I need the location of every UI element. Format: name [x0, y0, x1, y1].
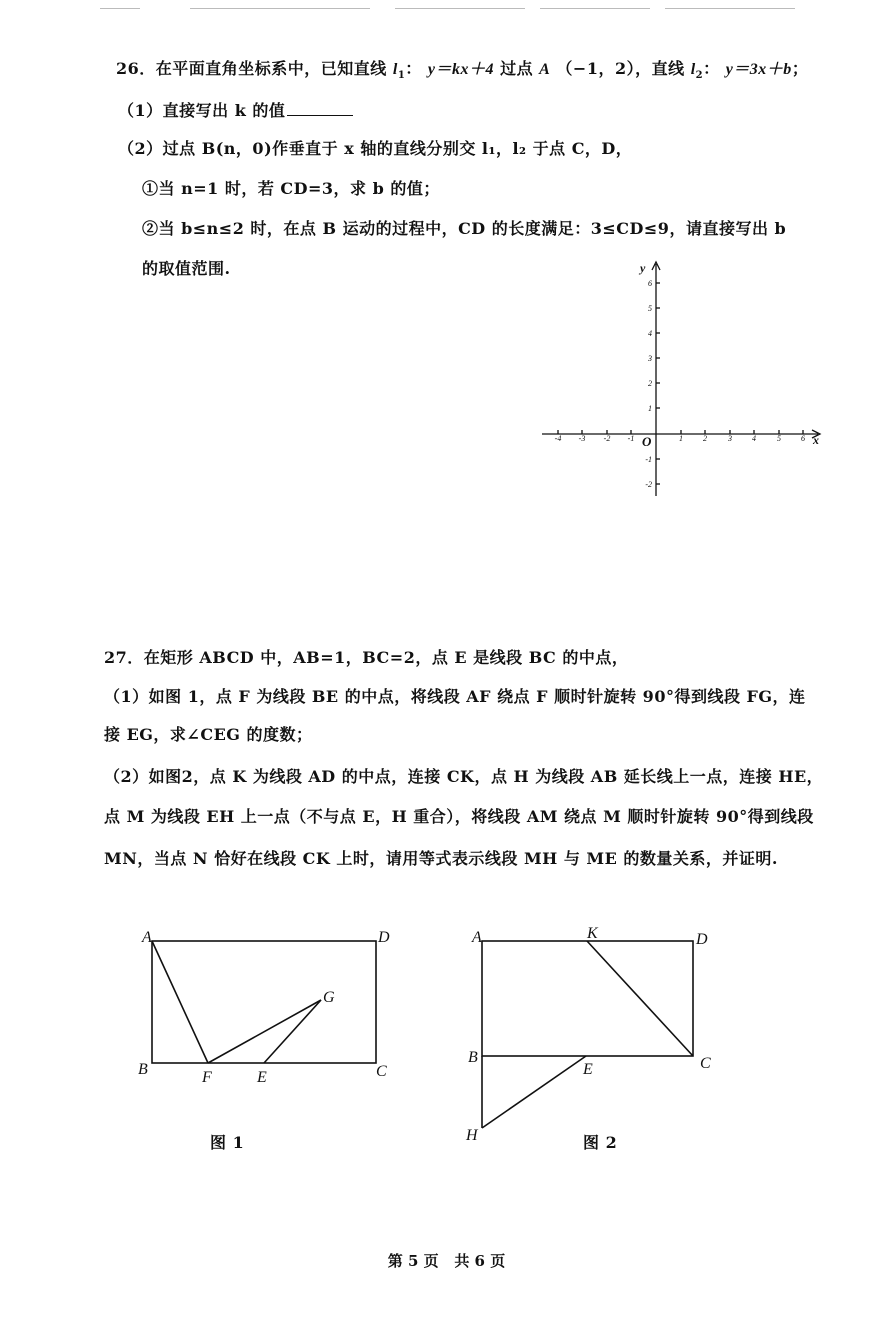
q26-text-b: 过点 [500, 59, 534, 78]
rectangle-abcd [482, 941, 693, 1056]
y-tick-label: 5 [648, 304, 652, 313]
y-tick-label: 4 [648, 329, 652, 338]
y-tick-label: -2 [645, 480, 652, 489]
q26-l1-sub: 1 [397, 70, 406, 82]
scan-line [100, 8, 140, 9]
page-footer: 第 5 页 共 6 页 [387, 1252, 506, 1270]
x-axis-label: x [813, 433, 819, 447]
q26-l2-sub: 2 [695, 70, 704, 82]
y-axis-label: y [640, 261, 646, 275]
segment-af [152, 941, 208, 1063]
q26-number: 26． [116, 59, 156, 78]
x-tick-label: 2 [703, 434, 707, 443]
q26-title [116, 56, 808, 81]
x-tick-label: 1 [679, 434, 683, 443]
y-tick-label: 1 [648, 404, 652, 413]
q26-l2: l [690, 61, 696, 78]
figure-1 [130, 920, 400, 1090]
y-tick-label: 6 [648, 279, 652, 288]
q26-text-a: 在平面直角坐标系中，已知直线 [155, 59, 387, 78]
q26-eq2: y＝3x＋b [725, 61, 792, 78]
fig2-label-a: A [472, 929, 482, 946]
q26-part2-2: ②当 b≤n≤2 时，在点 B 运动的过程中，CD 的长度满足：3≤CD≤9，请直接写出 b [142, 219, 787, 238]
q26-point-a: A [539, 61, 551, 78]
coordinate-axes [530, 258, 830, 508]
figure-2 [460, 920, 730, 1145]
fig2-label-e: E [583, 1061, 593, 1078]
x-tick-label: -2 [603, 434, 611, 443]
q26-colon2: ： [703, 59, 720, 78]
q26-part2-2-cont: 的取值范围. [142, 259, 231, 278]
fig2-label-k: K [587, 925, 598, 942]
x-tick-label: 4 [752, 434, 756, 443]
fig1-label-f: F [202, 1069, 212, 1086]
fig1-label-b: B [138, 1061, 148, 1078]
q26-part1 [118, 98, 353, 121]
y-tick-label: -1 [645, 455, 652, 464]
answer-blank[interactable] [287, 101, 353, 116]
x-tick-label: 6 [801, 434, 805, 443]
q27-title: 27．在矩形 ABCD 中，AB=1，BC=2，点 E 是线段 BC 的中点， [104, 648, 629, 667]
q26-l1: l [392, 61, 398, 78]
rectangle-abcd [152, 941, 376, 1063]
q26-point-a-coord: （−1，2），直线 [556, 59, 685, 78]
fig1-label-e: E [257, 1069, 267, 1086]
y-tick-label: 3 [648, 354, 652, 363]
segment-kc [587, 941, 693, 1056]
q26-end1: ； [791, 59, 809, 78]
q26-part2: （2）过点 B(n，0)作垂直于 x 轴的直线分别交 l₁，l₂ 于点 C，D， [118, 139, 633, 158]
x-tick-label: 3 [728, 434, 732, 443]
scan-line [190, 8, 370, 9]
q27-part2-b: 点 M 为线段 EH 上一点（不与点 E，H 重合），将线段 AM 绕点 M 顺时针旋转 90°得到线段 [104, 807, 814, 826]
q27-part2-a: （2）如图2，点 K 为线段 AD 的中点，连接 CK，点 H 为线段 AB 延长线上一点，连接 HE， [104, 767, 824, 786]
scan-line [395, 8, 525, 9]
q27-part1-a: （1）如图 1，点 F 为线段 BE 的中点，将线段 AF 绕点 F 顺时针旋转 90°得到线段 FG，连 [104, 687, 806, 706]
fig1-label-a: A [142, 929, 152, 946]
q27-part1-b: 接 EG，求∠CEG 的度数； [104, 725, 313, 744]
fig1-label-g: G [323, 989, 335, 1006]
segment-he [482, 1056, 586, 1128]
q26-colon1: ： [405, 59, 422, 78]
origin-label: O [642, 434, 652, 449]
x-tick-label: -4 [554, 434, 562, 443]
fig2-label-c: C [700, 1055, 711, 1072]
scan-line [540, 8, 650, 9]
segment-fg [208, 1000, 321, 1063]
q26-eq1: y＝kx＋4 [427, 61, 494, 78]
fig2-caption: 图 2 [583, 1133, 618, 1152]
q26-part2-1: ①当 n=1 时，若 CD=3，求 b 的值； [142, 179, 440, 198]
fig1-label-c: C [376, 1063, 387, 1080]
fig2-label-h: H [466, 1127, 478, 1144]
y-tick-label: 2 [648, 379, 652, 388]
fig2-label-b: B [468, 1049, 478, 1066]
x-tick-label: -3 [578, 434, 586, 443]
fig2-label-d: D [696, 931, 708, 948]
scan-line [665, 8, 795, 9]
x-tick-label: 5 [777, 434, 781, 443]
q27-part2-c: MN，当点 N 恰好在线段 CK 上时，请用等式表示线段 MH 与 ME 的数量关系，并证明. [104, 849, 778, 868]
segment-eg [264, 1000, 321, 1063]
q26-part1-text: （1）直接写出 k 的值 [118, 101, 286, 120]
fig1-label-d: D [378, 929, 390, 946]
fig1-caption: 图 1 [210, 1133, 245, 1152]
x-tick-label: -1 [627, 434, 635, 443]
